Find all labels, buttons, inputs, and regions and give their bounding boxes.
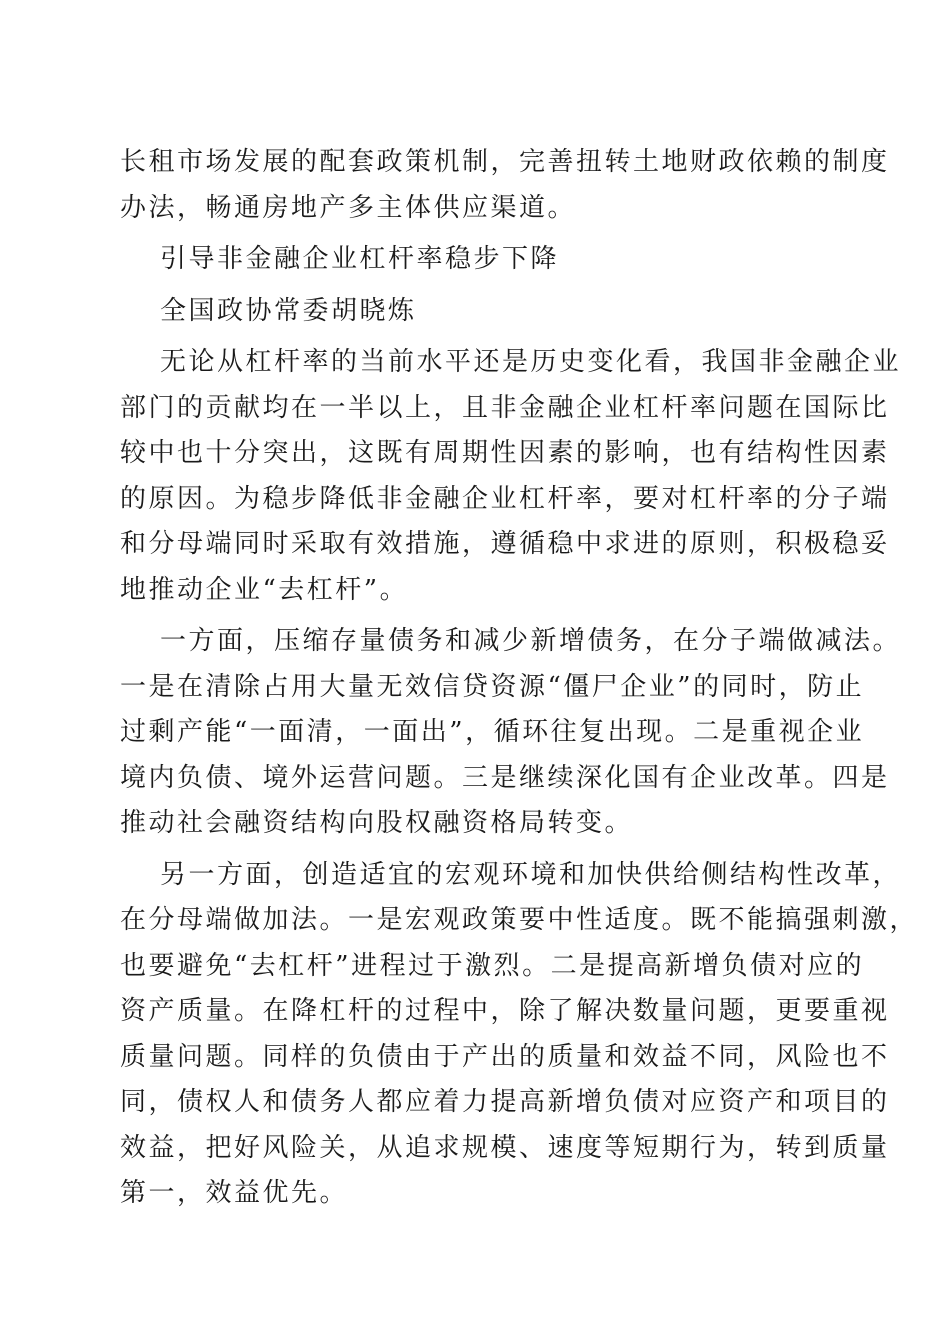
body-line: 境内负债、境外运营问题。三是继续深化国有企业改革。四是 bbox=[120, 762, 890, 793]
body-line: 部门的贡献均在一半以上，且非金融企业杠杆率问题在国际比 bbox=[120, 392, 890, 423]
body-line: 一方面，压缩存量债务和减少新增债务，在分子端做减法。 bbox=[160, 626, 902, 656]
body-line: 一是在清除占用大量无效信贷资源“僵尸企业”的同时，防止 bbox=[120, 671, 865, 702]
body-line: 的原因。为稳步降低非金融企业杠杆率，要对杠杆率的分子端 bbox=[120, 483, 890, 514]
body-line: 过剩产能“一面清，一面出”，循环往复出现。二是重视企业 bbox=[120, 717, 865, 747]
body-line: 第一，效益优先。 bbox=[120, 1178, 349, 1208]
body-line: 效益，把好风险关，从追求规模、速度等短期行为，转到质量 bbox=[120, 1132, 890, 1163]
document-body bbox=[120, 140, 919, 1217]
body-line: 推动社会融资结构向股权融资格局转变。 bbox=[120, 808, 634, 838]
body-line: 长租市场发展的配套政策机制，完善扭转土地财政依赖的制度 bbox=[120, 147, 890, 177]
author-line: 全国政协常委胡晓炼 bbox=[160, 295, 417, 326]
body-line: 也要避免“去杠杆”进程过于激烈。二是提高新增负债对应的 bbox=[120, 950, 865, 981]
body-line: 资产质量。在降杠杆的过程中，除了解决数量问题，更要重视 bbox=[120, 996, 890, 1026]
body-line: 另一方面，创造适宜的宏观环境和加快供给侧结构性改革， bbox=[160, 859, 902, 890]
section-title: 引导非金融企业杠杆率稳步下降 bbox=[160, 244, 560, 274]
body-line: 同，债权人和债务人都应着力提高新增负债对应资产和项目的 bbox=[120, 1087, 890, 1117]
body-line: 办法，畅通房地产多主体供应渠道。 bbox=[120, 192, 577, 223]
body-line: 较中也十分突出，这既有周期性因素的影响，也有结构性因素 bbox=[120, 438, 890, 468]
body-line: 在分母端做加法。一是宏观政策要中性适度。既不能搞强刺激， bbox=[120, 905, 919, 935]
body-line: 质量问题。同样的负债由于产出的质量和效益不同，风险也不 bbox=[120, 1041, 890, 1072]
body-line: 和分母端同时采取有效措施，遵循稳中求进的原则，积极稳妥 bbox=[120, 529, 890, 559]
body-line: 地推动企业“去杠杆”。 bbox=[120, 574, 409, 605]
body-line: 无论从杠杆率的当前水平还是历史变化看，我国非金融企业 bbox=[160, 347, 902, 377]
